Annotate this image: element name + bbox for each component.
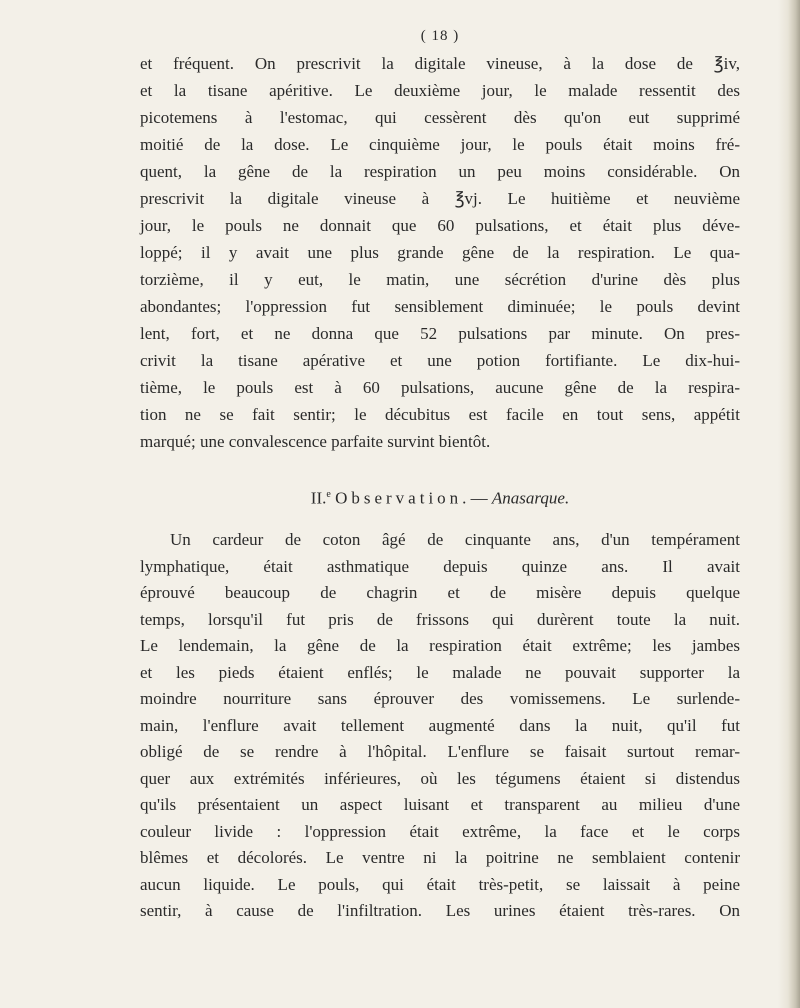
heading-subject: Anasarque. [491, 488, 570, 508]
text-line: main, l'enflure avait tellement augmenté dans la nuit, qu'il fut [140, 715, 740, 735]
observation-heading [140, 463, 740, 527]
text-line: obligé de se rendre à l'hôpital. L'enflure se faisait surtout remar- [140, 742, 740, 761]
text-line: blêmes et décolorés. Le ventre ni la poitrine ne semblaient contenir [140, 848, 740, 867]
paragraph-2 [140, 527, 740, 925]
paragraph-1 [140, 50, 740, 455]
text-line: prescrivit la digitale vineuse à ℥vj. Le huitième et neuvième [140, 189, 740, 208]
text-line: marqué; une convalescence parfaite survint bientôt. [140, 432, 491, 451]
page-number: ( 18 ) [420, 28, 460, 44]
text-line: temps, lorsqu'il fut pris de frissons qui durèrent toute la nuit. [140, 609, 740, 629]
text-line: éprouvé beaucoup de chagrin et de misère depuis quelque [140, 583, 740, 602]
text-line: Un cardeur de coton âgé de cinquante ans, d'un tempérament [170, 530, 740, 549]
text-line: Le lendemain, la gêne de la respiration était extrême; les jambes [140, 636, 740, 655]
text-line: crivit la tisane apérative et une potion fortifiante. Le dix-hui- [140, 351, 740, 370]
heading-word: Observation [335, 488, 463, 508]
text-line: et les pieds étaient enflés; le malade ne pouvait supporter la [140, 662, 740, 682]
text-line: tion ne se fait sentir; le décubitus est facile en tout sens, appétit [140, 405, 740, 424]
text-line: quer aux extrémités inférieures, où les tégumens étaient si distendus [140, 768, 740, 788]
text-line: abondantes; l'oppression fut sensiblement diminuée; le pouls devint [140, 297, 740, 316]
text-line: lymphatique, était asthmatique depuis quinze ans. Il avait [140, 556, 740, 576]
text-line: sentir, à cause de l'infiltration. Les urines étaient très-rares. On [140, 901, 740, 920]
heading-dash: . — [462, 488, 488, 508]
text-line: couleur livide : l'oppression était extrême, la face et le corps [140, 821, 740, 841]
text-line: jour, le pouls ne donnait que 60 pulsations, et était plus déve- [140, 216, 740, 235]
text-line: quent, la gêne de la respiration un peu moins considérable. On [140, 162, 740, 181]
heading-number: II. [310, 488, 327, 508]
text-line: lent, fort, et ne donna que 52 pulsations par minute. On pres- [140, 324, 740, 343]
text-line: et fréquent. On prescrivit la digitale vineuse, à la dose de ℥iv, [140, 54, 740, 73]
text-line: moitié de la dose. Le cinquième jour, le pouls était moins fré- [140, 135, 740, 154]
text-line: qu'ils présentaient un aspect luisant et transparent au milieu d'une [140, 795, 740, 814]
text-line: loppé; il y avait une plus grande gêne de la respiration. Le qua- [140, 243, 740, 262]
text-line: torzième, il y eut, le matin, une sécrétion d'urine dès plus [140, 270, 740, 289]
text-line: picotemens à l'estomac, qui cessèrent dès qu'on eut supprimé [140, 108, 740, 127]
heading-superscript: e [326, 489, 331, 500]
text-line: et la tisane apéritive. Le deuxième jour, le malade ressentit des [140, 81, 740, 100]
page-text-block [140, 22, 740, 925]
text-line: tième, le pouls est à 60 pulsations, aucune gêne de la respira- [140, 378, 740, 397]
text-line: aucun liquide. Le pouls, qui était très-petit, se laissait à peine [140, 874, 740, 894]
page-edge-shadow [778, 0, 800, 1008]
text-line: moindre nourriture sans éprouver des vomissemens. Le surlende- [140, 689, 740, 708]
